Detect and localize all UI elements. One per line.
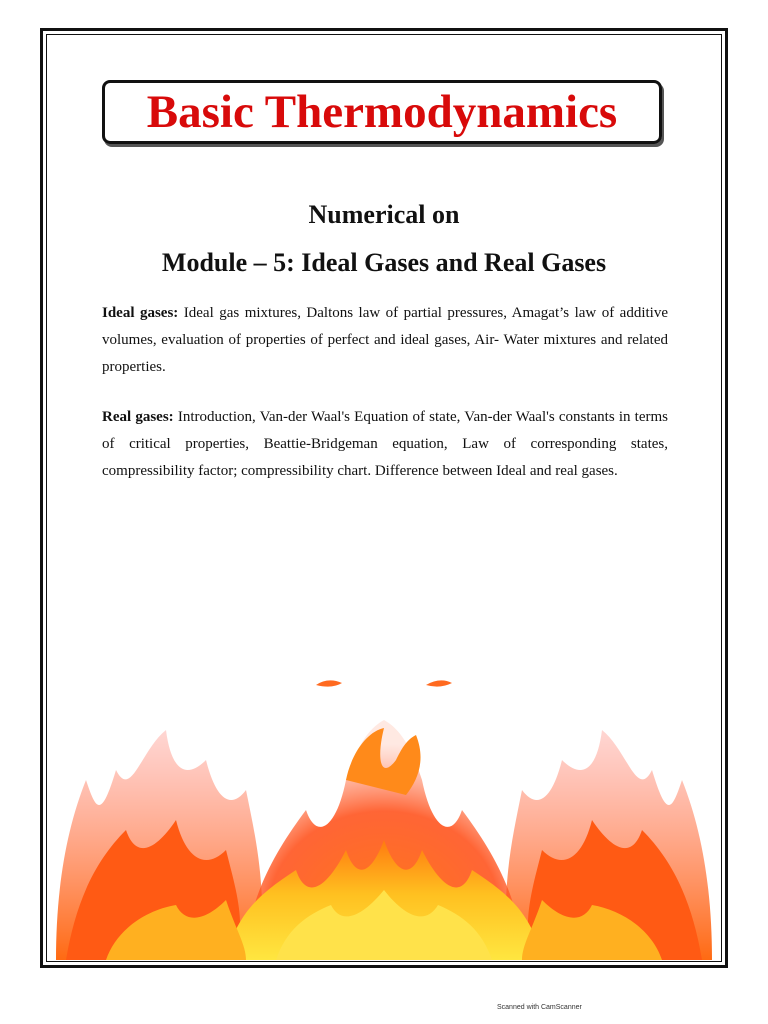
- ideal-gases-paragraph: [102, 300, 668, 381]
- ideal-gases-text: Ideal gas mixtures, Daltons law of partial pressures, Amagat’s law of additive volumes, evaluation of properties of perfect and ideal gases, Air- Water mixtures and related properties.: [102, 305, 668, 375]
- flame-illustration: [46, 660, 722, 962]
- page-title: Basic Thermodynamics: [146, 86, 618, 138]
- title-box: [102, 80, 662, 144]
- real-gases-text: Introduction, Van-der Waal's Equation of state, Van-der Waal's constants in terms of critical properties, Beattie-Bridgeman equation, Law of corresponding states, compressibility factor; compressibility chart. Difference between Ideal and real gases.: [102, 409, 668, 479]
- heading-numerical: Numerical on: [308, 200, 460, 229]
- scanner-watermark: Scanned with CamScanner: [497, 1004, 582, 1011]
- real-gases-paragraph: [102, 404, 668, 485]
- real-gases-label: Real gases:: [102, 409, 174, 425]
- heading-module: Module – 5: Ideal Gases and Real Gases: [161, 248, 607, 277]
- ideal-gases-label: Ideal gases:: [102, 305, 179, 321]
